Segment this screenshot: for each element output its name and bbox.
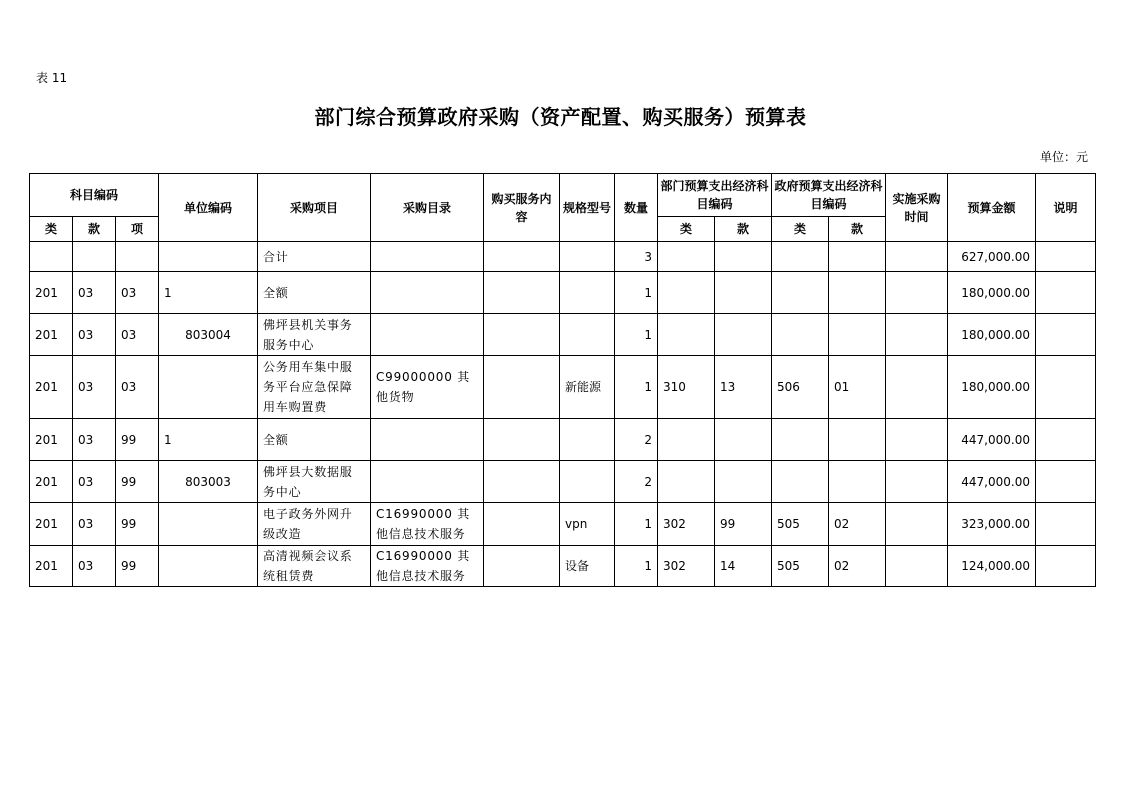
cell-purchase-item: 佛坪县大数据服务中心 xyxy=(258,461,371,503)
cell-dept-kuan: 99 xyxy=(715,503,772,546)
cell-gov-kuan xyxy=(829,419,886,461)
cell-quantity: 1 xyxy=(615,314,658,356)
cell-dept-kuan xyxy=(715,242,772,272)
cell-unit-code: 1 xyxy=(159,419,258,461)
cell-gov-kuan: 01 xyxy=(829,356,886,419)
header-spec: 规格型号 xyxy=(560,174,615,242)
cell-gov-kuan: 02 xyxy=(829,503,886,546)
cell-kuan: 03 xyxy=(73,356,116,419)
cell-dept-lei xyxy=(658,461,715,503)
cell-kuan: 03 xyxy=(73,503,116,546)
cell-amount: 124,000.00 xyxy=(948,546,1036,587)
cell-gov-lei xyxy=(772,461,829,503)
cell-dept-kuan xyxy=(715,314,772,356)
cell-gov-kuan xyxy=(829,461,886,503)
cell-xiang: 03 xyxy=(116,314,159,356)
cell-note xyxy=(1036,461,1096,503)
cell-amount: 180,000.00 xyxy=(948,356,1036,419)
table-row xyxy=(30,314,1096,356)
cell-dept-kuan xyxy=(715,419,772,461)
table-row xyxy=(30,419,1096,461)
cell-spec: vpn xyxy=(560,503,615,546)
cell-dept-lei: 310 xyxy=(658,356,715,419)
cell-impl-time xyxy=(886,546,948,587)
cell-amount: 180,000.00 xyxy=(948,314,1036,356)
cell-note xyxy=(1036,356,1096,419)
cell-kuan: 03 xyxy=(73,419,116,461)
header-gov-lei: 类 xyxy=(772,217,829,242)
cell-purchase-catalog xyxy=(371,461,484,503)
cell-impl-time xyxy=(886,314,948,356)
cell-kuan: 03 xyxy=(73,461,116,503)
cell-service-content xyxy=(484,503,560,546)
table-row xyxy=(30,272,1096,314)
cell-service-content xyxy=(484,272,560,314)
header-service-content: 购买服务内容 xyxy=(484,174,560,242)
cell-spec xyxy=(560,419,615,461)
cell-spec xyxy=(560,461,615,503)
cell-note xyxy=(1036,242,1096,272)
header-unit-code: 单位编码 xyxy=(159,174,258,242)
cell-xiang: 99 xyxy=(116,546,159,587)
cell-service-content xyxy=(484,314,560,356)
cell-xiang: 99 xyxy=(116,461,159,503)
header-amount: 预算金额 xyxy=(948,174,1036,242)
cell-gov-kuan xyxy=(829,242,886,272)
table-header xyxy=(30,174,1096,242)
cell-gov-kuan: 02 xyxy=(829,546,886,587)
table-row xyxy=(30,242,1096,272)
cell-purchase-catalog: C99000000 其他货物 xyxy=(371,356,484,419)
cell-dept-kuan xyxy=(715,272,772,314)
cell-kuan: 03 xyxy=(73,546,116,587)
cell-lei xyxy=(30,242,73,272)
cell-unit-code xyxy=(159,356,258,419)
cell-kuan xyxy=(73,242,116,272)
cell-lei: 201 xyxy=(30,503,73,546)
cell-lei: 201 xyxy=(30,272,73,314)
cell-xiang: 03 xyxy=(116,272,159,314)
cell-lei: 201 xyxy=(30,419,73,461)
cell-xiang: 99 xyxy=(116,503,159,546)
cell-amount: 180,000.00 xyxy=(948,272,1036,314)
unit-label: 单位：元 xyxy=(1039,150,1088,164)
cell-purchase-catalog xyxy=(371,242,484,272)
cell-impl-time xyxy=(886,419,948,461)
cell-purchase-item: 全额 xyxy=(258,419,371,461)
cell-service-content xyxy=(484,461,560,503)
cell-amount: 627,000.00 xyxy=(948,242,1036,272)
header-note: 说明 xyxy=(1036,174,1096,242)
cell-spec: 新能源 xyxy=(560,356,615,419)
cell-spec xyxy=(560,272,615,314)
cell-gov-lei xyxy=(772,272,829,314)
cell-quantity: 2 xyxy=(615,461,658,503)
cell-amount: 447,000.00 xyxy=(948,461,1036,503)
cell-dept-lei: 302 xyxy=(658,546,715,587)
header-xiang: 项 xyxy=(116,217,159,242)
table-row xyxy=(30,461,1096,503)
cell-xiang: 03 xyxy=(116,356,159,419)
cell-gov-lei xyxy=(772,314,829,356)
cell-purchase-item: 公务用车集中服务平台应急保障用车购置费 xyxy=(258,356,371,419)
cell-quantity: 1 xyxy=(615,356,658,419)
cell-gov-kuan xyxy=(829,272,886,314)
cell-purchase-catalog xyxy=(371,272,484,314)
cell-gov-lei: 505 xyxy=(772,503,829,546)
cell-xiang xyxy=(116,242,159,272)
cell-impl-time xyxy=(886,356,948,419)
header-purchase-item: 采购项目 xyxy=(258,174,371,242)
cell-impl-time xyxy=(886,242,948,272)
cell-service-content xyxy=(484,356,560,419)
cell-quantity: 2 xyxy=(615,419,658,461)
cell-service-content xyxy=(484,419,560,461)
cell-unit-code: 1 xyxy=(159,272,258,314)
cell-unit-code: 803003 xyxy=(159,461,258,503)
cell-kuan: 03 xyxy=(73,272,116,314)
cell-dept-lei xyxy=(658,242,715,272)
cell-spec: 设备 xyxy=(560,546,615,587)
cell-impl-time xyxy=(886,503,948,546)
cell-lei: 201 xyxy=(30,546,73,587)
cell-purchase-item: 全额 xyxy=(258,272,371,314)
cell-amount: 323,000.00 xyxy=(948,503,1036,546)
header-purchase-catalog: 采购目录 xyxy=(371,174,484,242)
cell-unit-code xyxy=(159,242,258,272)
cell-kuan: 03 xyxy=(73,314,116,356)
cell-spec xyxy=(560,242,615,272)
page-title: 部门综合预算政府采购（资产配置、购买服务）预算表 xyxy=(314,105,807,129)
cell-purchase-catalog xyxy=(371,314,484,356)
table-number-label: 表 11 xyxy=(36,71,68,85)
cell-note xyxy=(1036,503,1096,546)
header-subject-code: 科目编码 xyxy=(30,174,159,217)
table-row xyxy=(30,503,1096,546)
cell-note xyxy=(1036,419,1096,461)
cell-gov-kuan xyxy=(829,314,886,356)
cell-purchase-catalog: C16990000 其他信息技术服务 xyxy=(371,503,484,546)
header-gov-kuan: 款 xyxy=(829,217,886,242)
cell-unit-code xyxy=(159,546,258,587)
cell-gov-lei: 505 xyxy=(772,546,829,587)
cell-amount: 447,000.00 xyxy=(948,419,1036,461)
cell-dept-lei xyxy=(658,272,715,314)
cell-dept-kuan xyxy=(715,461,772,503)
table-body xyxy=(30,242,1096,587)
cell-unit-code xyxy=(159,503,258,546)
cell-quantity: 1 xyxy=(615,503,658,546)
table-row xyxy=(30,546,1096,587)
header-quantity: 数量 xyxy=(615,174,658,242)
cell-dept-kuan: 14 xyxy=(715,546,772,587)
cell-unit-code: 803004 xyxy=(159,314,258,356)
cell-purchase-item: 高清视频会议系统租赁费 xyxy=(258,546,371,587)
cell-dept-lei xyxy=(658,419,715,461)
header-impl-time: 实施采购时间 xyxy=(886,174,948,242)
header-gov-econ-code: 政府预算支出经济科目编码 xyxy=(772,174,886,217)
cell-purchase-item: 合计 xyxy=(258,242,371,272)
cell-service-content xyxy=(484,242,560,272)
cell-dept-kuan: 13 xyxy=(715,356,772,419)
cell-quantity: 3 xyxy=(615,242,658,272)
cell-dept-lei: 302 xyxy=(658,503,715,546)
cell-purchase-catalog: C16990000 其他信息技术服务 xyxy=(371,546,484,587)
table-row xyxy=(30,356,1096,419)
header-dept-econ-code: 部门预算支出经济科目编码 xyxy=(658,174,772,217)
header-dept-lei: 类 xyxy=(658,217,715,242)
cell-gov-lei xyxy=(772,419,829,461)
cell-quantity: 1 xyxy=(615,546,658,587)
header-lei: 类 xyxy=(30,217,73,242)
cell-service-content xyxy=(484,546,560,587)
cell-gov-lei xyxy=(772,242,829,272)
cell-impl-time xyxy=(886,461,948,503)
cell-xiang: 99 xyxy=(116,419,159,461)
cell-note xyxy=(1036,314,1096,356)
cell-purchase-item: 佛坪县机关事务服务中心 xyxy=(258,314,371,356)
cell-impl-time xyxy=(886,272,948,314)
header-dept-kuan: 款 xyxy=(715,217,772,242)
cell-gov-lei: 506 xyxy=(772,356,829,419)
header-kuan: 款 xyxy=(73,217,116,242)
cell-lei: 201 xyxy=(30,356,73,419)
cell-dept-lei xyxy=(658,314,715,356)
budget-table xyxy=(29,173,1096,587)
cell-quantity: 1 xyxy=(615,272,658,314)
cell-lei: 201 xyxy=(30,461,73,503)
cell-spec xyxy=(560,314,615,356)
cell-purchase-catalog xyxy=(371,419,484,461)
cell-note xyxy=(1036,272,1096,314)
cell-purchase-item: 电子政务外网升级改造 xyxy=(258,503,371,546)
cell-lei: 201 xyxy=(30,314,73,356)
cell-note xyxy=(1036,546,1096,587)
